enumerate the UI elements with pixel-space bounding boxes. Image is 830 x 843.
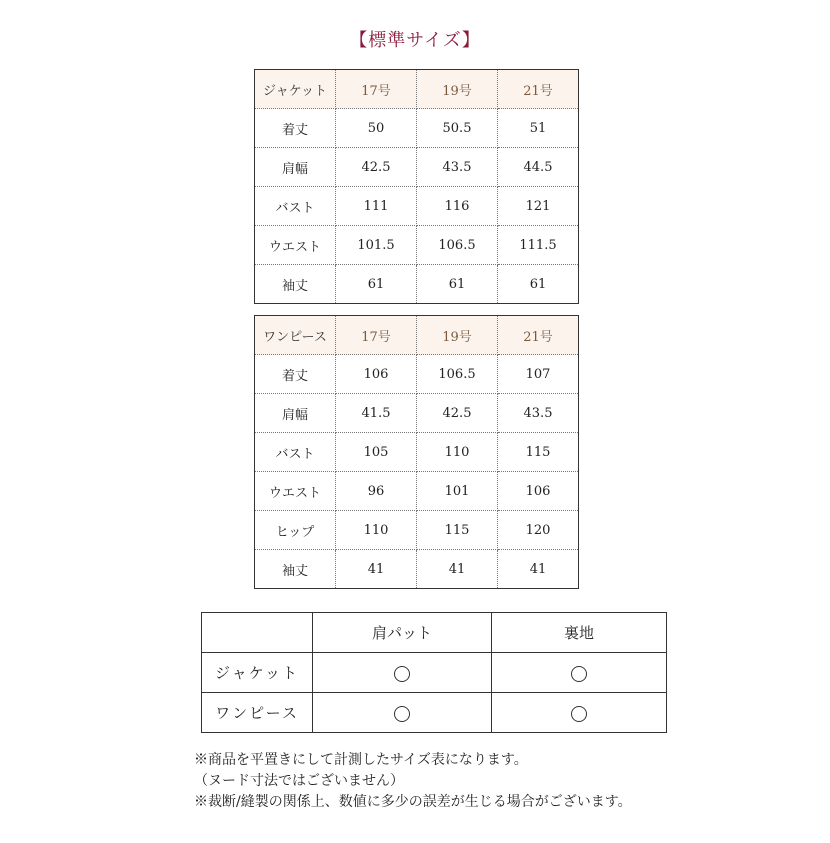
row-label: 肩幅 bbox=[255, 394, 336, 433]
note-line: ※商品を平置きにして計測したサイズ表になります。 bbox=[194, 752, 528, 768]
value-cell: 120 bbox=[498, 511, 579, 550]
row-label: バスト bbox=[255, 433, 336, 472]
row-label: 肩幅 bbox=[255, 148, 336, 187]
value-cell bbox=[492, 653, 667, 693]
header-cell-size-17: 17号 bbox=[336, 316, 417, 355]
value-cell: 106 bbox=[498, 472, 579, 511]
table-row bbox=[202, 653, 667, 693]
row-label: ジャケット bbox=[202, 653, 313, 693]
table-row bbox=[255, 433, 579, 472]
value-cell: 107 bbox=[498, 355, 579, 394]
value-cell: 41 bbox=[336, 550, 417, 589]
table-row bbox=[255, 109, 579, 148]
value-cell: 51 bbox=[498, 109, 579, 148]
value-cell: 61 bbox=[336, 265, 417, 304]
header-cell-size-19: 19号 bbox=[417, 316, 498, 355]
value-cell: 101.5 bbox=[336, 226, 417, 265]
table-row bbox=[255, 187, 579, 226]
row-label: ウエスト bbox=[255, 472, 336, 511]
table-header-row bbox=[202, 613, 667, 653]
accessory-table bbox=[201, 612, 667, 733]
value-cell: 42.5 bbox=[336, 148, 417, 187]
header-cell-size-17: 17号 bbox=[336, 70, 417, 109]
row-label: ウエスト bbox=[255, 226, 336, 265]
value-cell: 111 bbox=[336, 187, 417, 226]
notes bbox=[194, 750, 632, 813]
row-label: 袖丈 bbox=[255, 265, 336, 304]
value-cell: 44.5 bbox=[498, 148, 579, 187]
value-cell: 106.5 bbox=[417, 226, 498, 265]
header-cell-item: ジャケット bbox=[255, 70, 336, 109]
table-header-row bbox=[255, 316, 579, 355]
circle-mark-icon bbox=[394, 706, 410, 722]
value-cell: 41.5 bbox=[336, 394, 417, 433]
page-title: 【標準サイズ】 bbox=[349, 30, 481, 51]
table-row bbox=[255, 511, 579, 550]
value-cell: 43.5 bbox=[417, 148, 498, 187]
value-cell: 115 bbox=[417, 511, 498, 550]
value-cell: 106.5 bbox=[417, 355, 498, 394]
value-cell: 105 bbox=[336, 433, 417, 472]
table-row bbox=[255, 394, 579, 433]
table-header-row bbox=[255, 70, 579, 109]
table-row bbox=[255, 226, 579, 265]
value-cell: 116 bbox=[417, 187, 498, 226]
header-cell-size-21: 21号 bbox=[498, 316, 579, 355]
value-cell: 111.5 bbox=[498, 226, 579, 265]
header-cell-empty bbox=[202, 613, 313, 653]
note-line: ※裁断/縫製の関係上、数値に多少の誤差が生じる場合がございます。 bbox=[194, 794, 632, 810]
value-cell: 110 bbox=[336, 511, 417, 550]
table-row bbox=[202, 693, 667, 733]
value-cell: 50 bbox=[336, 109, 417, 148]
value-cell: 41 bbox=[417, 550, 498, 589]
table-row bbox=[255, 265, 579, 304]
circle-mark-icon bbox=[394, 666, 410, 682]
value-cell: 43.5 bbox=[498, 394, 579, 433]
header-cell-size-19: 19号 bbox=[417, 70, 498, 109]
value-cell: 106 bbox=[336, 355, 417, 394]
row-label: 着丈 bbox=[255, 109, 336, 148]
value-cell: 50.5 bbox=[417, 109, 498, 148]
value-cell: 110 bbox=[417, 433, 498, 472]
table-row bbox=[255, 355, 579, 394]
header-cell-lining: 裏地 bbox=[492, 613, 667, 653]
value-cell bbox=[313, 693, 492, 733]
value-cell: 121 bbox=[498, 187, 579, 226]
value-cell: 61 bbox=[529, 276, 547, 292]
note-line: （ヌード寸法ではございません） bbox=[194, 773, 404, 789]
header-cell-shoulder-pad: 肩パット bbox=[313, 613, 492, 653]
value-cell: 101 bbox=[417, 472, 498, 511]
circle-mark-icon bbox=[571, 706, 587, 722]
row-label: ヒップ bbox=[255, 511, 336, 550]
row-label: バスト bbox=[255, 187, 336, 226]
value-cell: 96 bbox=[336, 472, 417, 511]
value-cell: 115 bbox=[498, 433, 579, 472]
value-cell: 42.5 bbox=[417, 394, 498, 433]
jacket-size-table bbox=[254, 69, 579, 304]
row-label: ワンピース bbox=[202, 693, 313, 733]
row-label: 着丈 bbox=[255, 355, 336, 394]
row-label: 袖丈 bbox=[255, 550, 336, 589]
header-cell-item: ワンピース bbox=[255, 316, 336, 355]
header-cell-size-21: 21号 bbox=[498, 70, 579, 109]
value-cell: 41 bbox=[529, 561, 547, 577]
value-cell bbox=[313, 653, 492, 693]
onepiece-size-table bbox=[254, 315, 579, 589]
table-row bbox=[255, 148, 579, 187]
circle-mark-icon bbox=[571, 666, 587, 682]
table-row bbox=[255, 472, 579, 511]
value-cell bbox=[492, 693, 667, 733]
value-cell: 61 bbox=[417, 265, 498, 304]
table-row bbox=[255, 550, 579, 589]
